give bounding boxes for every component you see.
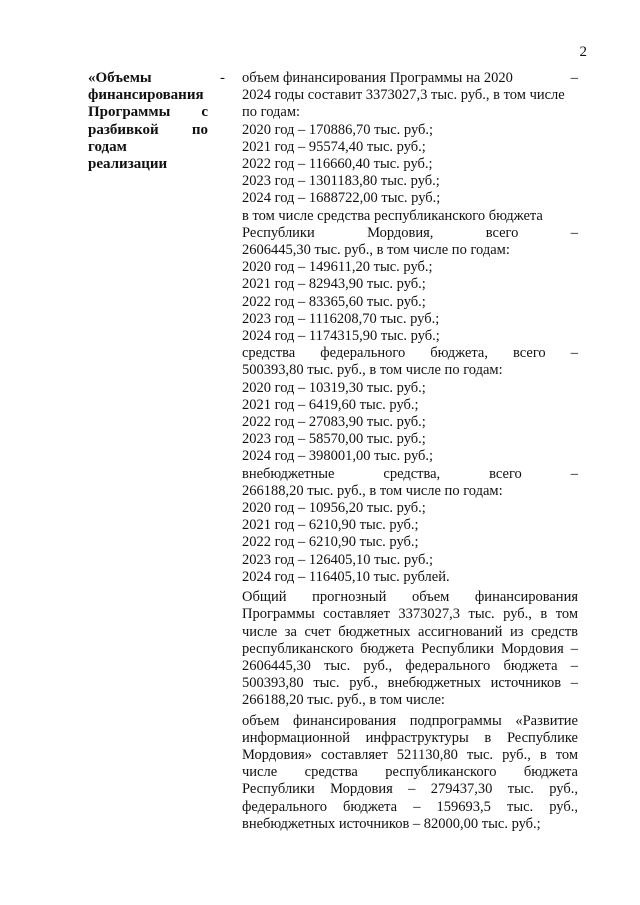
text-line: 2606445,30 тыс. руб., в том числе по годам: <box>242 242 510 259</box>
label-line: годам <box>88 138 127 155</box>
year-line: 2022 год – 116660,40 тыс. руб.; <box>242 156 433 173</box>
label-word: разбивкой <box>88 121 159 138</box>
year-line: 2022 год – 83365,60 тыс. руб.; <box>242 293 426 310</box>
year-line: 2023 год – 126405,10 тыс. руб.; <box>242 551 434 568</box>
year-line: 2022 год – 6210,90 тыс. руб.; <box>242 534 419 551</box>
text-fragment: всего <box>485 224 519 241</box>
text-fragment: Мордовия, <box>367 224 434 241</box>
year-line: 2022 год – 27083,90 тыс. руб.; <box>242 414 426 431</box>
text-fragment: всего <box>513 345 546 362</box>
text-fragment: внебюджетные <box>242 465 335 482</box>
label-line <box>88 104 208 121</box>
year-line: 2023 год – 1116208,70 тыс. руб.; <box>242 310 440 327</box>
text-line <box>242 466 578 483</box>
forecast-paragraph: Общий прогнозный объем финансирования Программы составляет 3373027,3 тыс. руб., в том числе за счет бюджетных ассигнований из средств республиканского бюджета Республики Мордовия – 2606445,30 тыс. руб., федерального бюджета – 500393,80 тыс. руб., внебюджетных источников – 266188,20 тыс. руб., в том числе: <box>242 589 578 709</box>
year-line: 2021 год – 82943,90 тыс. руб.; <box>242 276 426 293</box>
text-line: 2024 годы составит 3373027,3 тыс. руб., в том числе <box>242 87 565 104</box>
year-line: 2020 год – 149611,20 тыс. руб.; <box>242 259 433 276</box>
year-line: 2020 год – 10319,30 тыс. руб.; <box>242 379 426 396</box>
text-line <box>242 225 578 242</box>
text-fragment: – <box>570 70 578 86</box>
label-word: по <box>191 121 208 138</box>
text-fragment: Республики <box>242 224 315 241</box>
year-line: 2021 год – 95574,40 тыс. руб.; <box>242 138 426 155</box>
year-line: 2020 год – 10956,20 тыс. руб.; <box>242 500 426 517</box>
text-line: по годам: <box>242 104 301 121</box>
text-fragment: средства <box>242 345 296 362</box>
text-fragment: всего <box>489 465 522 482</box>
year-line: 2021 год – 6210,90 тыс. руб.; <box>242 517 419 534</box>
passport-field-label <box>88 70 208 173</box>
year-line: 2024 год – 398001,00 тыс. руб.; <box>242 448 434 465</box>
text-fragment: – <box>570 345 578 362</box>
label-line: финансирования <box>88 87 204 104</box>
subprogram-paragraph: объем финансирования подпрограммы «Развитие информационной инфраструктуры в Республике Мордовия» составляет 521130,80 тыс. руб., в том числе средства республиканского бюджета Республики Мордовия – 279437,30 тыс. руб., федерального бюджета – 159693,5 тыс. руб., внебюджетных источников – 82000,00 тыс. руб.; <box>242 712 578 832</box>
label-line: реализации <box>88 156 168 173</box>
year-line: 2020 год – 170886,70 тыс. руб.; <box>242 121 434 138</box>
year-line: 2024 год – 1174315,90 тыс. руб.; <box>242 328 440 345</box>
label-word: с <box>201 104 208 121</box>
label-line: «Объемы <box>88 70 152 86</box>
text-fragment: – <box>570 465 578 482</box>
year-line: 2023 год – 58570,00 тыс. руб.; <box>242 431 426 448</box>
year-line: 2024 год – 1688722,00 тыс. руб.; <box>242 190 441 207</box>
year-line: 2021 год – 6419,60 тыс. руб.; <box>242 396 419 413</box>
text-line: 500393,80 тыс. руб., в том числе по годам: <box>242 362 503 379</box>
text-line: 266188,20 тыс. руб., в том числе по годам: <box>242 482 503 499</box>
passport-field-value <box>242 70 578 833</box>
page-number: 2 <box>579 44 587 60</box>
text-line: в том числе средства республиканского бюджета <box>242 207 543 224</box>
separator-dash: - <box>220 70 225 86</box>
year-line: 2023 год – 1301183,80 тыс. руб.; <box>242 173 440 190</box>
text-fragment: объем финансирования Программы на 2020 <box>242 70 513 86</box>
text-fragment: бюджета, <box>430 345 488 362</box>
label-line <box>88 122 208 139</box>
text-line <box>242 345 578 362</box>
text-line <box>242 70 578 87</box>
text-fragment: федерального <box>320 345 406 362</box>
year-line: 2024 год – 116405,10 тыс. рублей. <box>242 568 450 585</box>
label-word: Программы <box>88 104 171 121</box>
text-fragment: средства, <box>383 465 441 482</box>
text-fragment: – <box>570 224 578 241</box>
